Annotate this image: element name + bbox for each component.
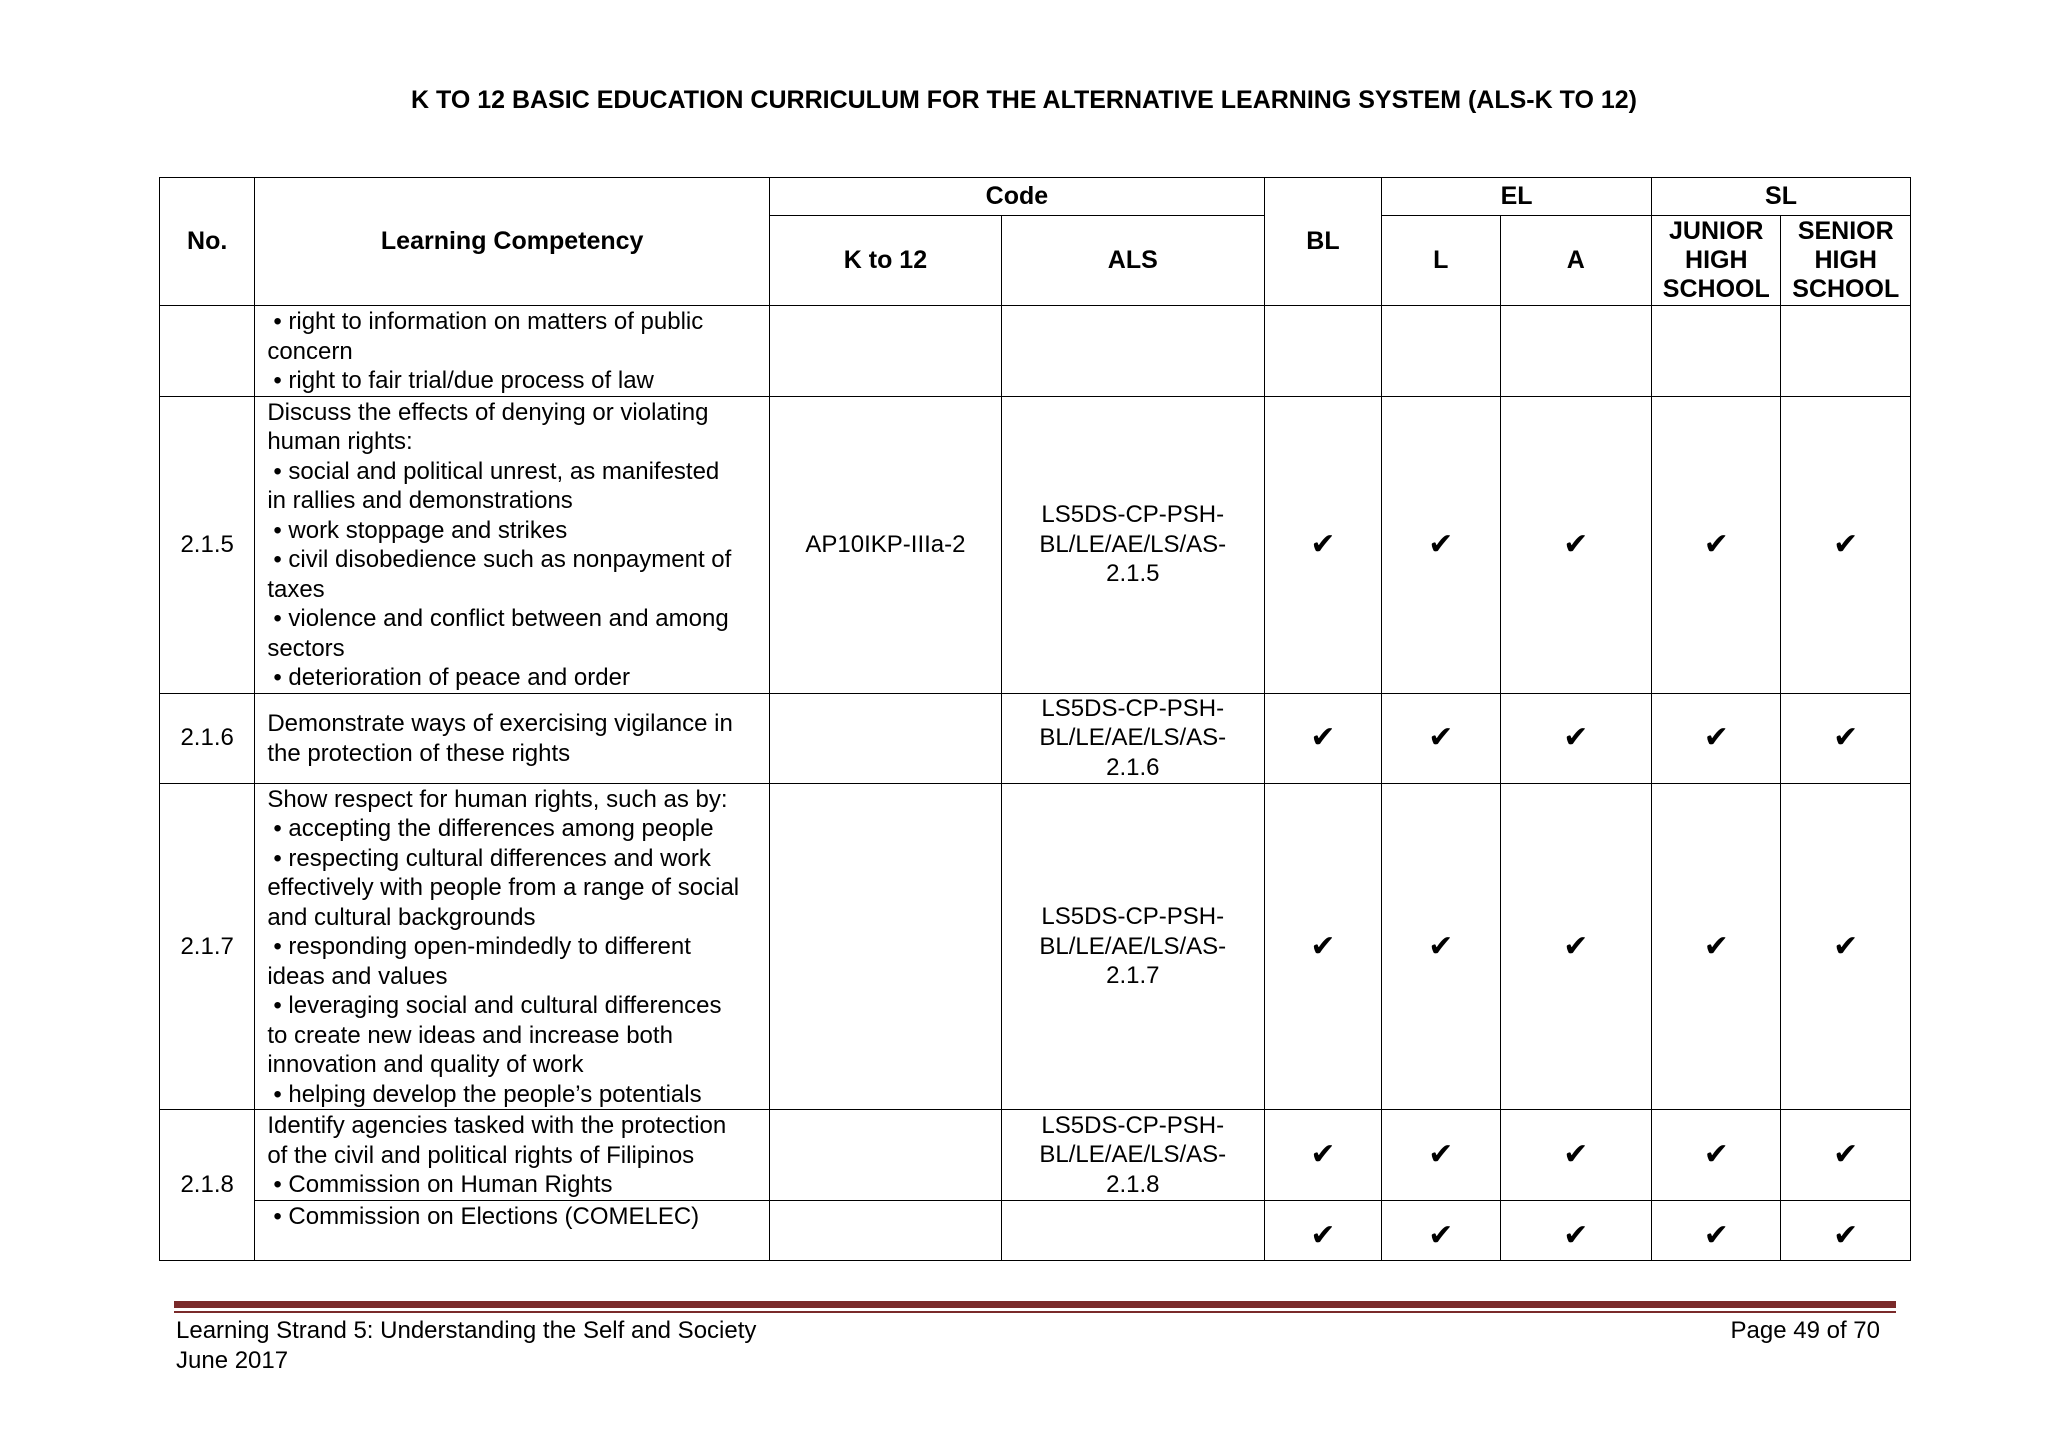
als-code-line: 2.1.8 (1106, 1170, 1160, 1198)
header-shs-line: HIGH (1814, 246, 1877, 274)
el-l-check-icon: ✔ (1382, 396, 1500, 693)
k12-code-cell (770, 783, 1002, 1110)
competency-cell (255, 1110, 770, 1201)
shs-check-icon: ✔ (1781, 783, 1911, 1110)
el-a-cell (1500, 306, 1652, 397)
table-row (160, 1110, 1911, 1201)
als-code-line: BL/LE/AE/LS/AS- (1039, 1141, 1227, 1168)
k12-code-cell (770, 1110, 1002, 1201)
competency-cell (255, 783, 770, 1110)
bl-check-icon: ✔ (1264, 1200, 1381, 1260)
header-no: No. (160, 178, 255, 306)
header-shs-line: SENIOR (1797, 217, 1894, 245)
row-number (160, 306, 255, 397)
el-a-check-icon: ✔ (1500, 783, 1652, 1110)
header-sl: SL (1652, 178, 1911, 216)
competency-line: • leveraging social and cultural differences (273, 992, 722, 1019)
competency-line: • work stoppage and strikes (273, 516, 568, 544)
footer-page-number: Page 49 of 70 (1730, 1317, 1880, 1344)
el-a-check-icon: ✔ (1500, 396, 1652, 693)
k12-code-cell (770, 306, 1002, 397)
bl-check-icon: ✔ (1264, 396, 1381, 693)
el-a-check-icon: ✔ (1500, 1200, 1652, 1260)
el-l-cell (1382, 306, 1500, 397)
competency-line: • Commission on Elections (COMELEC) (273, 1202, 700, 1230)
jhs-check-icon: ✔ (1652, 1110, 1781, 1201)
als-code-line: LS5DS-CP-PSH- (1041, 903, 1225, 930)
als-code-cell (1001, 1110, 1264, 1201)
header-a: A (1500, 216, 1652, 306)
el-l-check-icon: ✔ (1382, 693, 1500, 783)
competency-cell (255, 396, 770, 693)
competency-line: in rallies and demonstrations (267, 487, 573, 514)
als-code-line: 2.1.5 (1106, 560, 1160, 588)
competency-line: Identify agencies tasked with the protection (267, 1112, 727, 1139)
competency-cell (255, 306, 770, 397)
competency-line: Demonstrate ways of exercising vigilance in (267, 710, 733, 737)
als-code-cell (1001, 396, 1264, 693)
curriculum-table (159, 177, 1911, 1261)
footer-date: June 2017 (176, 1347, 289, 1374)
competency-line: and cultural backgrounds (267, 903, 536, 931)
header-jhs-line: SCHOOL (1662, 275, 1770, 303)
competency-line: • right to fair trial/due process of law (273, 367, 654, 394)
competency-line: • respecting cultural differences and work (273, 844, 711, 872)
table-row (160, 1200, 1911, 1260)
als-code-line: BL/LE/AE/LS/AS- (1039, 724, 1227, 752)
jhs-check-icon: ✔ (1652, 783, 1781, 1110)
shs-check-icon: ✔ (1781, 396, 1911, 693)
table-row (160, 783, 1911, 1110)
bl-check-icon: ✔ (1264, 783, 1381, 1110)
header-el: EL (1382, 178, 1652, 216)
header-k-to-12: K to 12 (770, 216, 1002, 306)
als-code-line: BL/LE/AE/LS/AS- (1039, 530, 1227, 558)
shs-check-icon: ✔ (1781, 693, 1911, 783)
competency-line: sectors (267, 634, 345, 662)
als-code-cell (1001, 1200, 1264, 1260)
document-title: K TO 12 BASIC EDUCATION CURRICULUM FOR THE ALTERNATIVE LEARNING SYSTEM (ALS-K TO 12) (411, 86, 1637, 114)
als-code-line: 2.1.6 (1106, 753, 1160, 781)
jhs-check-icon: ✔ (1652, 1200, 1781, 1260)
header-jhs-line: HIGH (1685, 246, 1748, 274)
competency-line: innovation and quality of work (267, 1051, 584, 1078)
shs-cell (1781, 306, 1911, 397)
shs-check-icon: ✔ (1781, 1110, 1911, 1201)
table-row (160, 396, 1911, 693)
el-l-check-icon: ✔ (1382, 1110, 1500, 1201)
row-number: 2.1.7 (160, 783, 255, 1110)
footer-strand: Learning Strand 5: Understanding the Self and Society (176, 1317, 757, 1344)
row-number: 2.1.8 (160, 1110, 255, 1261)
als-code-line: LS5DS-CP-PSH- (1041, 501, 1225, 529)
als-code-cell (1001, 306, 1264, 397)
bl-check-icon: ✔ (1264, 1110, 1381, 1201)
bl-cell (1264, 306, 1381, 397)
jhs-check-icon: ✔ (1652, 693, 1781, 783)
header-jhs-line: JUNIOR (1669, 217, 1764, 245)
table-row (160, 306, 1911, 397)
header-l: L (1382, 216, 1500, 306)
header-als: ALS (1001, 216, 1264, 306)
als-code-line: LS5DS-CP-PSH- (1041, 1111, 1225, 1139)
competency-line: • accepting the differences among people (273, 815, 714, 842)
footer-divider (174, 1301, 1896, 1308)
header-code: Code (770, 178, 1265, 216)
als-code-line: 2.1.7 (1106, 962, 1160, 989)
competency-line: • deterioration of peace and order (273, 664, 630, 691)
competency-line: • violence and conflict between and among (273, 605, 729, 632)
als-code-line: BL/LE/AE/LS/AS- (1039, 932, 1227, 960)
competency-line: • social and political unrest, as manifested (273, 457, 720, 485)
als-code-cell (1001, 693, 1264, 783)
el-l-check-icon: ✔ (1382, 783, 1500, 1110)
el-a-check-icon: ✔ (1500, 693, 1652, 783)
competency-line: to create new ideas and increase both (267, 1021, 673, 1049)
competency-line: • right to information on matters of public (273, 308, 704, 335)
el-l-check-icon: ✔ (1382, 1200, 1500, 1260)
header-shs-line: SCHOOL (1792, 275, 1900, 303)
als-code-cell (1001, 783, 1264, 1110)
competency-line: • civil disobedience such as nonpayment of (273, 546, 732, 573)
row-number: 2.1.5 (160, 396, 255, 693)
header-learning-competency: Learning Competency (255, 178, 770, 306)
als-code-line: LS5DS-CP-PSH- (1041, 694, 1225, 722)
competency-cell (255, 1200, 770, 1260)
competency-line: effectively with people from a range of social (267, 874, 740, 901)
competency-line: Show respect for human rights, such as by: (267, 785, 728, 813)
header-junior-high-school (1652, 216, 1781, 306)
k12-code-cell: AP10IKP-IIIa-2 (770, 396, 1002, 693)
competency-line: • Commission on Human Rights (273, 1171, 613, 1198)
competency-line: ideas and values (267, 962, 448, 990)
k12-code-cell (770, 693, 1002, 783)
row-number: 2.1.6 (160, 693, 255, 783)
bl-check-icon: ✔ (1264, 693, 1381, 783)
header-bl: BL (1264, 178, 1381, 306)
competency-line: human rights: (267, 428, 413, 455)
header-senior-high-school (1781, 216, 1911, 306)
competency-line: • helping develop the people’s potentials (273, 1080, 702, 1108)
competency-line: taxes (267, 575, 325, 603)
competency-line: concern (267, 337, 353, 365)
competency-cell (255, 693, 770, 783)
el-a-check-icon: ✔ (1500, 1110, 1652, 1201)
shs-check-icon: ✔ (1781, 1200, 1911, 1260)
footer-divider-thin (174, 1311, 1896, 1313)
competency-line: Discuss the effects of denying or violating (267, 398, 709, 426)
footer-left (176, 1316, 756, 1376)
k12-code-cell (770, 1200, 1002, 1260)
jhs-check-icon: ✔ (1652, 396, 1781, 693)
competency-line: of the civil and political rights of Filipinos (267, 1141, 695, 1169)
jhs-cell (1652, 306, 1781, 397)
competency-line: the protection of these rights (267, 739, 571, 767)
table-row (160, 693, 1911, 783)
competency-line: • responding open-mindedly to different (273, 933, 691, 960)
